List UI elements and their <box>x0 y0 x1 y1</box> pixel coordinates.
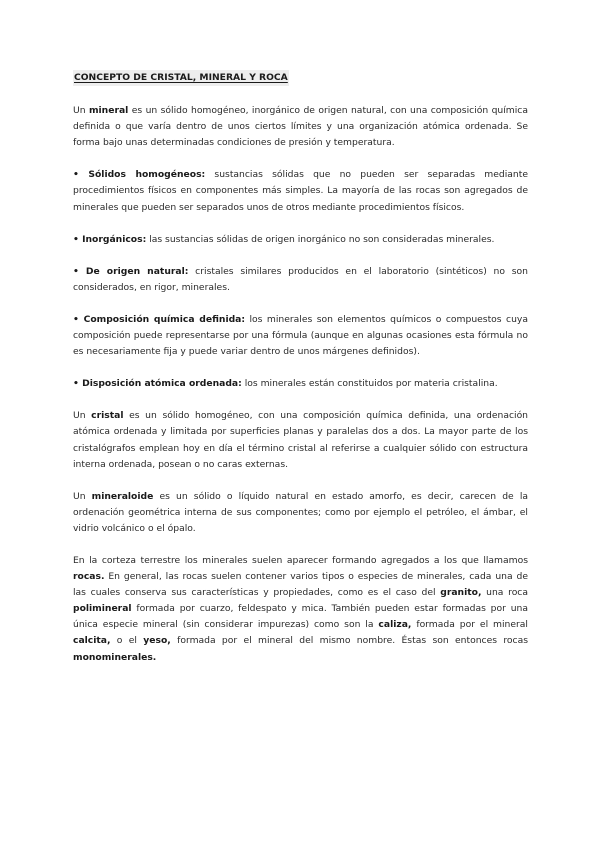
text-run: formada por el mineral <box>411 619 528 631</box>
bullet-label: • Disposición atómica ordenada: <box>73 378 242 390</box>
keyword-monominerales: monominerales. <box>73 651 157 663</box>
page-title: CONCEPTO DE CRISTAL, MINERAL Y ROCA <box>73 70 289 86</box>
bullet-text: los minerales son elementos químicos o compuestos cuya composición puede representarse por una fórmula (aunque en algunas ocasiones esta fórmula no es necesariamente fija y puede variar dentro de unos márgenes definidos). <box>73 313 528 358</box>
keyword-yeso: yeso, <box>143 635 171 647</box>
bullet-label: • Inorgánicos: <box>73 233 147 245</box>
keyword-caliza: caliza, <box>378 619 412 631</box>
text-run: o el <box>110 635 144 647</box>
text-run: Un <box>73 105 89 117</box>
keyword-mineraloide: mineraloide <box>91 490 154 502</box>
keyword-cristal: cristal <box>91 410 124 422</box>
bullet-text: cristales similares producidos en el laboratorio (sintéticos) no son considerados, en rigor, minerales. <box>73 265 528 293</box>
text-run: En general, las rocas suelen contener varios tipos o especies de minerales, cada una de las cuales conserva sus características y propiedades, como es el caso del <box>73 571 528 599</box>
bullet-text: las sustancias sólidas de origen inorgánico no son consideradas minerales. <box>146 233 495 245</box>
bullet-text: sustancias sólidas que no pueden ser separadas mediante procedimientos físicos en componentes más simples. La mayoría de las rocas son agregados de minerales que pueden ser separados unos de otros mediante procedimientos físicos. <box>73 169 528 213</box>
text-run: es un sólido o líquido natural en estado amorfo, es decir, carecen de la ordenación geométrica interna de sus componentes; como por ejemplo el petróleo, el ámbar, el vidrio volcánico o el ópalo. <box>73 490 529 534</box>
bullet-composicion-quimica <box>73 312 528 360</box>
mineral-definition <box>73 103 528 151</box>
keyword-calcita: calcita, <box>73 635 111 647</box>
text-run: formada por el mineral del mismo nombre. Éstas son entonces rocas <box>170 635 528 647</box>
bullet-label: • De origen natural: <box>73 265 189 277</box>
text-run: Un <box>73 410 92 422</box>
bullet-origen-natural <box>73 264 528 296</box>
keyword-rocas: rocas. <box>73 571 105 583</box>
mineraloide-definition <box>73 489 528 537</box>
rocas-paragraph <box>73 553 528 666</box>
bullet-inorganicos <box>73 232 528 248</box>
bullet-label: • Sólidos homogéneos: <box>73 169 206 181</box>
keyword-granito: granito, <box>440 587 482 599</box>
text-run: es un sólido homogéneo, con una composición química definida, una ordenación atómica ordenada y limitada por superficies planas y paralelas dos a dos. La mayor parte de los cristalógrafos emplean hoy en día el término cristal al referirse a cualquier sólido con estructura interna ordenada, posean o no caras externas. <box>73 410 529 470</box>
text-run: una roca <box>481 587 528 599</box>
bullet-solidos-homogeneos <box>73 167 528 215</box>
keyword-mineral: mineral <box>88 105 129 117</box>
bullet-text: los minerales están constituidos por materia cristalina. <box>241 378 498 390</box>
bullet-disposicion-atomica <box>73 376 528 392</box>
bullet-label: • Composición química definida: <box>73 313 246 325</box>
document-body <box>73 70 528 666</box>
text-run: Un <box>73 490 92 502</box>
text-run: En la corteza terrestre los minerales suelen aparecer formando agregados a los que llamamos <box>73 554 528 566</box>
text-run: formada por cuarzo, feldespato y mica. También pueden estar formadas por una única especie mineral (sin considerar impurezas) como son la <box>73 603 528 631</box>
text-run: es un sólido homogéneo, inorgánico de origen natural, con una composición química definida o que varía dentro de unos ciertos límites y una organización atómica ordenada. Se forma bajo unas determinadas condiciones de presión y temperatura. <box>73 105 528 149</box>
keyword-polimineral: polimineral <box>73 603 132 615</box>
cristal-definition <box>73 408 528 472</box>
